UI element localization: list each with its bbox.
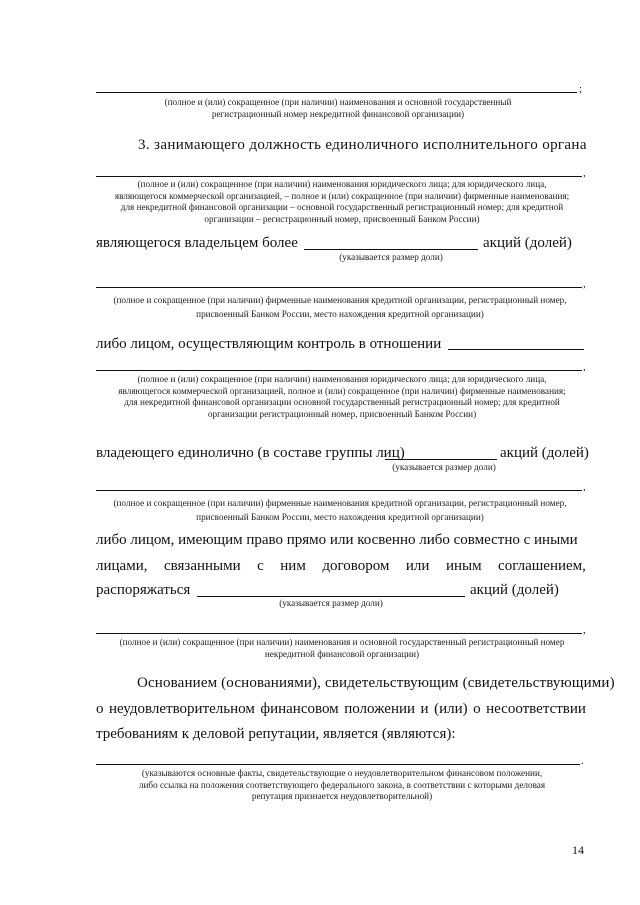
shares-label: акций (долей) — [470, 582, 559, 598]
blank-line — [96, 490, 582, 491]
punctuation: , — [583, 481, 586, 493]
caption-line: либо ссылка на положения соответствующего федерального закона, в соответствии с которыми деловая — [138, 779, 546, 790]
blank-line — [96, 764, 580, 765]
caption-line: организации регистрационный номер, присвоенный Банком России) — [207, 408, 477, 419]
caption-line: (полное и сокращенное (при наличии) фирменные наименования кредитной организации, регистрационный номер, — [113, 295, 567, 305]
basis-text-line2 — [96, 700, 586, 718]
punctuation: , — [583, 624, 586, 636]
section-heading: 3. занимающего должность единоличного исполнительного органа — [138, 137, 587, 153]
caption — [96, 374, 588, 420]
sole-owner-text: владеющего единолично (в составе группы лиц) — [96, 445, 405, 461]
punctuation: , — [583, 361, 586, 373]
caption-line: некредитной финансовой организации) — [264, 649, 420, 659]
share-blank-line — [197, 596, 465, 597]
punctuation: , — [583, 167, 586, 179]
share-blank-line — [385, 459, 497, 460]
caption-line: (полное и сокращенное (при наличии) фирменные наименования кредитной организации, регистрационный номер, — [113, 498, 567, 508]
caption-line: (полное и (или) сокращенное (при наличии) наименования юридического лица; для юридического лица, — [137, 374, 547, 384]
dispose-text: распоряжаться — [96, 582, 191, 598]
blank-line — [96, 287, 582, 288]
caption-line: (указываются основные факты, свидетельствующие о неудовлетворительном финансовом положении, — [141, 768, 543, 778]
caption-line: организации – регистрационный номер, присвоенный Банком России) — [204, 213, 480, 224]
blank-line — [96, 92, 577, 93]
word: соглашением, — [498, 558, 586, 574]
caption-line: (полное и (или) сокращенное (при наличии) наименования юридического лица; для юридического лица, — [137, 179, 547, 189]
word: иным — [445, 558, 482, 574]
punctuation: ; — [579, 83, 583, 95]
control-blank-line — [448, 349, 584, 350]
punctuation: . — [581, 755, 584, 767]
caption — [96, 293, 584, 321]
caption — [96, 97, 580, 120]
word: и — [420, 701, 429, 717]
word: или — [405, 558, 430, 574]
owner-text: являющегося владельцем более — [96, 235, 298, 251]
page-number: 14 — [572, 843, 584, 857]
word: договором — [322, 558, 390, 574]
caption-line: присвоенный Банком России, место нахождения кредитной организации) — [196, 309, 484, 319]
punctuation: , — [583, 278, 586, 290]
shares-label: акций (долей) — [500, 445, 589, 461]
word: положении — [344, 701, 416, 717]
caption-line: регистрационный номер некредитной финансовой организации) — [211, 108, 465, 119]
caption-line: являющегося коммерческой организацией, полное и (или) сокращенное (при наличии) фирменные наименования; — [118, 385, 566, 396]
control-text: либо лицом, осуществляющим контроль в отношении — [96, 336, 442, 352]
word: лицами, — [96, 558, 148, 574]
share-caption: (указывается размер доли) — [392, 462, 496, 472]
caption — [96, 636, 588, 660]
caption-line: являющегося коммерческой организацией, – полное и (или) сокращенное (при наличии) фирменные наименования; — [114, 190, 570, 201]
caption-line: для некредитной финансовой организации основной государственный регистрационный номер; для кредитной — [124, 397, 560, 407]
caption-line: для некредитной финансовой организации – основной государственный регистрационный номер; для кредитной — [120, 202, 564, 212]
basis-text-line3: требованиям к деловой репутации, является (являются): — [96, 726, 456, 742]
caption-line: репутация признается неудовлетворительной) — [251, 791, 433, 801]
word: неудовлетворительном — [109, 701, 255, 717]
caption — [96, 496, 584, 524]
word: с — [257, 558, 264, 574]
joint-control-text-line2 — [96, 557, 586, 575]
word: (или) — [434, 701, 468, 717]
blank-line — [96, 633, 582, 634]
share-caption: (указывается размер доли) — [339, 252, 443, 262]
caption-line: присвоенный Банком России, место нахождения кредитной организации) — [196, 512, 484, 522]
caption-line: (полное и (или) сокращенное (при наличии) наименования и основной государственный регистрационный номер — [119, 637, 565, 647]
word: финансовом — [260, 701, 339, 717]
shares-label: акций (долей) — [483, 235, 572, 251]
caption — [96, 768, 588, 803]
word: связанными — [163, 558, 241, 574]
share-blank-line — [304, 249, 478, 250]
joint-control-text: либо лицом, имеющим право прямо или косвенно либо совместно с иными — [96, 532, 578, 548]
blank-line — [96, 176, 582, 177]
share-caption: (указывается размер доли) — [279, 598, 383, 608]
caption — [96, 179, 588, 225]
word: о — [473, 701, 481, 717]
caption-line: (полное и (или) сокращенное (при наличии) наименования и основной государственный — [164, 97, 512, 107]
basis-text: Основанием (основаниями), свидетельствующим (свидетельствующими) — [137, 675, 615, 691]
blank-line — [96, 370, 582, 371]
word: несоответствии — [486, 701, 586, 717]
word: о — [96, 701, 104, 717]
word: ним — [280, 558, 306, 574]
